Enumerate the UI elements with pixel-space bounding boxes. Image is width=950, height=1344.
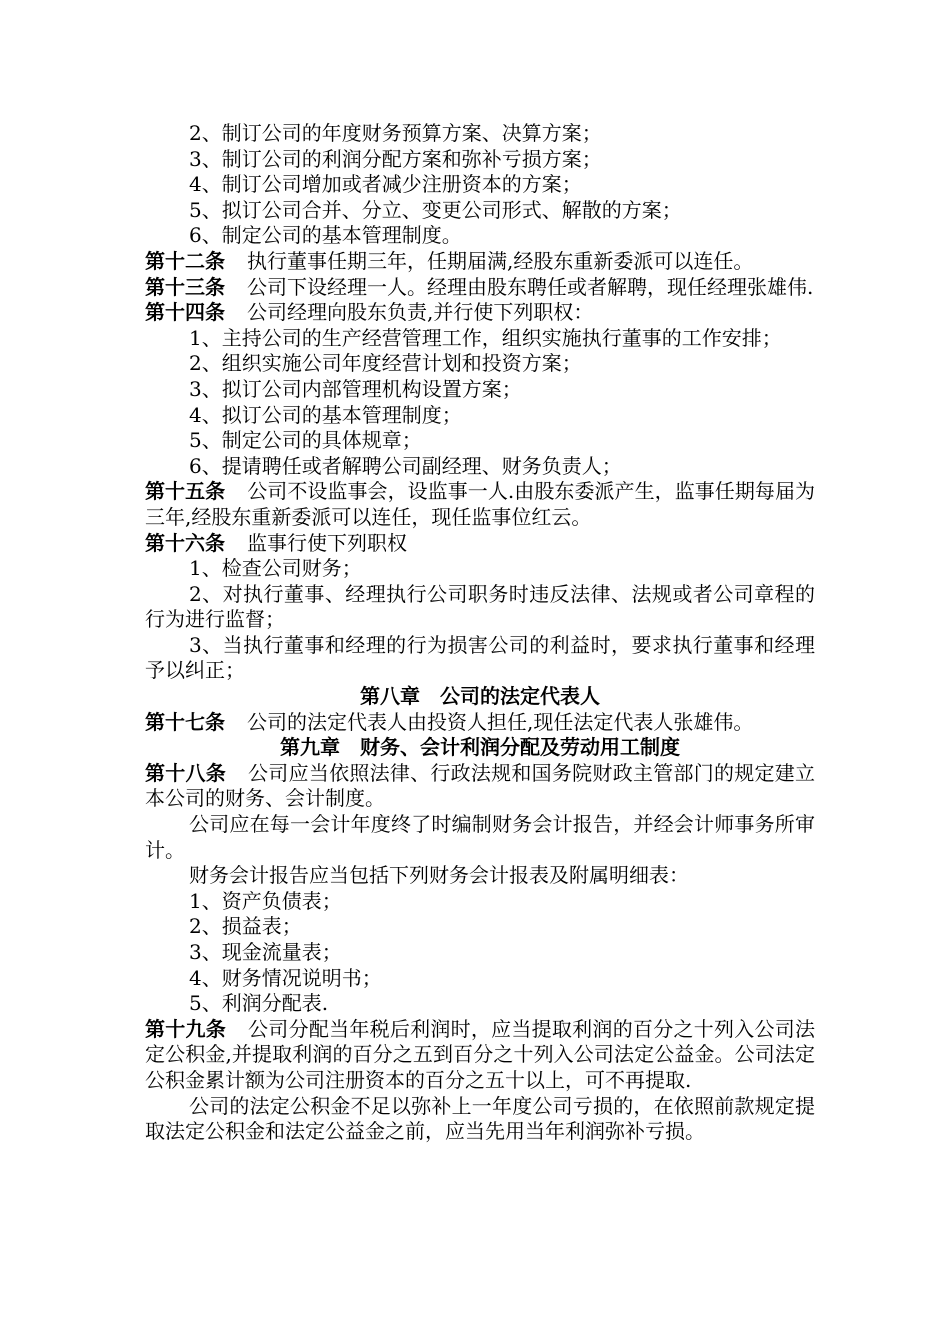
list-item: 3、制订公司的利润分配方案和弥补亏损方案； — [189, 146, 602, 171]
article-number: 第十六条 — [145, 530, 225, 555]
list-item: 2、对执行董事、经理执行公司职务时违反法律、法规或者公司章程的行为进行监督； — [145, 581, 815, 632]
article-13 — [145, 275, 815, 301]
list-item: 4、财务情况说明书； — [189, 965, 382, 990]
list-item: 1、主持公司的生产经营管理工作，组织实施执行董事的工作安排； — [189, 325, 782, 350]
article-14 — [145, 300, 815, 326]
list-item: 4、拟订公司的基本管理制度； — [189, 402, 462, 427]
article-number: 第十五条 — [145, 479, 226, 504]
list-item: 6、制定公司的基本管理制度。 — [189, 223, 462, 248]
article-number: 第十三条 — [145, 274, 225, 299]
article-16 — [145, 531, 815, 557]
list-item: 5、拟订公司合并、分立、变更公司形式、解散的方案； — [189, 197, 682, 222]
article-text: 公司的法定代表人由投资人担任,现任法定代表人张雄伟。 — [247, 709, 754, 734]
article-15 — [145, 479, 815, 530]
paragraph: 公司的法定公积金不足以弥补上一年度公司亏损的，在依照前款规定提取法定公积金和法定公益金之前，应当先用当年利润弥补亏损。 — [145, 1093, 815, 1144]
article-number: 第十四条 — [145, 300, 225, 325]
chapter-9-heading: 第九章 财务、会计利润分配及劳动用工制度 — [280, 735, 680, 760]
article-17 — [145, 710, 815, 736]
article-text: 执行董事任期三年，任期届满,经股东重新委派可以连任。 — [247, 248, 754, 273]
article-18 — [145, 761, 815, 812]
article-text: 公司分配当年税后利润时，应当提取利润的百分之十列入公司法定公积金,并提取利润的百分之五到百分之十列入公司法定公益金。公司法定公积金累计额为公司注册资本的百分之五十以上，可不再提取. — [145, 1016, 816, 1092]
article-number: 第十九条 — [145, 1016, 227, 1041]
article-number: 第十七条 — [145, 709, 225, 734]
list-item: 6、提请聘任或者解聘公司副经理、财务负责人； — [189, 453, 622, 478]
article-text: 监事行使下列职权 — [247, 530, 407, 555]
document-page — [145, 121, 815, 1145]
list-item: 1、检查公司财务； — [189, 556, 362, 581]
article-number: 第十八条 — [145, 760, 227, 785]
article-text: 公司应当依照法律、行政法规和国务院财政主管部门的规定建立本公司的财务、会计制度。 — [145, 760, 816, 811]
chapter-8-heading: 第八章 公司的法定代表人 — [360, 684, 600, 709]
list-item: 5、制定公司的具体规章； — [189, 428, 422, 453]
list-item: 3、拟订公司内部管理机构设置方案； — [189, 376, 522, 401]
list-item: 2、损益表； — [189, 914, 302, 939]
article-text: 公司经理向股东负责,并行使下列职权： — [247, 300, 594, 325]
article-text: 公司不设监事会，设监事一人.由股东委派产生，监事任期每届为三年,经股东重新委派可以连任，现任监事位红云。 — [145, 479, 816, 529]
list-item: 2、组织实施公司年度经营计划和投资方案； — [189, 351, 582, 376]
article-number: 第十二条 — [145, 248, 225, 273]
list-item: 2、制订公司的年度财务预算方案、决算方案； — [189, 121, 602, 145]
article-text: 公司下设经理一人。经理由股东聘任或者解聘，现任经理张雄伟. — [247, 274, 814, 299]
article-12 — [145, 249, 815, 275]
paragraph: 公司应在每一会计年度终了时编制财务会计报告，并经会计师事务所审计。 — [145, 812, 815, 862]
paragraph: 财务会计报告应当包括下列财务会计报表及附属明细表： — [189, 863, 689, 888]
list-item: 3、当执行董事和经理的行为损害公司的利益时，要求执行董事和经理予以纠正； — [145, 632, 815, 683]
list-item: 3、现金流量表； — [189, 940, 342, 964]
article-19 — [145, 1017, 815, 1094]
list-item: 4、制订公司增加或者减少注册资本的方案； — [189, 172, 582, 197]
list-item: 5、利润分配表. — [189, 991, 329, 1016]
list-item: 1、资产负债表； — [189, 888, 342, 913]
